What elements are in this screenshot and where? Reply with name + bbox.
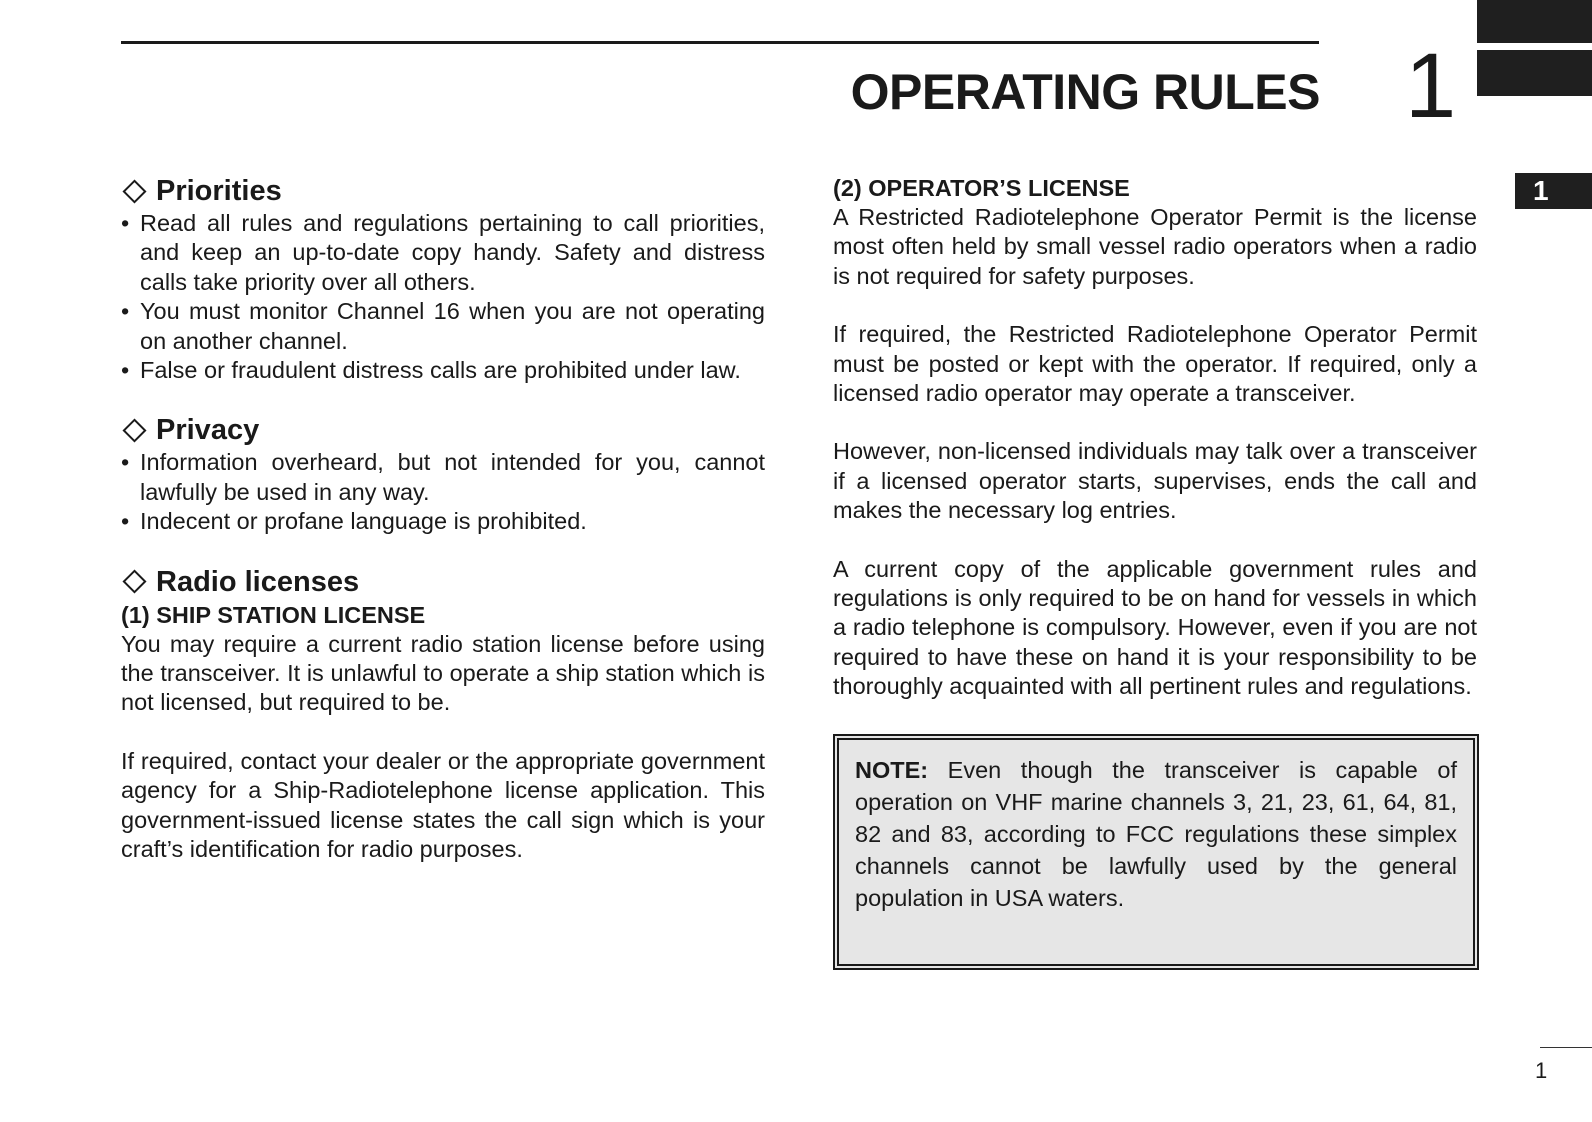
- top-rule: [121, 41, 1319, 44]
- priorities-heading-text: Priorities: [156, 175, 282, 207]
- operator-license-paragraph-4: A current copy of the applicable government rules and regulations is only required to be on hand for vessels in which a radio telephone is compulsory. However, even if you are not required to have these on hand it is your responsibility to be thoroughly acquainted with all pertinent rules and regulations.: [833, 555, 1477, 700]
- footer-rule: [1540, 1047, 1592, 1048]
- operator-license-paragraph-2: If required, the Restricted Radiotelephone Operator Permit must be posted or kept with the operator. If required, only a licensed radio operator may operate a transceiver.: [833, 321, 1477, 407]
- chapter-number: 1: [1405, 35, 1457, 137]
- chapter-tab-bar-bottom: [1477, 50, 1592, 96]
- page-number: 1: [1535, 1058, 1548, 1083]
- list-item: • False or fraudulent distress calls are prohibited under law.: [121, 356, 765, 385]
- diamond-icon: [122, 179, 146, 203]
- left-column: [121, 173, 765, 865]
- ship-license-paragraph-2: If required, contact your dealer or the appropriate government agency for a Ship-Radiotelephone license application. This government-issued license states the call sign which is your craft’s identification for radio purposes.: [121, 747, 765, 863]
- diamond-icon: [122, 418, 146, 442]
- priorities-list: [121, 209, 765, 385]
- list-item: • Read all rules and regulations pertaining to call priorities, and keep an up-to-date copy handy. Safety and distress calls take priority over all others.: [121, 209, 765, 297]
- operator-license-subheading: (2) OPERATOR’S LICENSE: [833, 175, 1130, 201]
- page-title: OPERATING RULES: [850, 64, 1320, 120]
- list-item: • Indecent or profane language is prohibited.: [121, 507, 765, 536]
- privacy-heading-text: Privacy: [156, 414, 260, 447]
- privacy-list: [121, 448, 765, 536]
- operator-license-paragraph-1: A Restricted Radiotelephone Operator Permit is the license most often held by small vessel radio operators when a radio is not required for safety purposes.: [833, 204, 1477, 289]
- ship-license-paragraph-1: You may require a current radio station license before using the transceiver. It is unlawful to operate a ship station which is not licensed, but required to be.: [121, 630, 765, 716]
- radio-licenses-heading: [121, 564, 765, 600]
- right-column: [833, 173, 1477, 702]
- ship-station-license-subheading: (1) SHIP STATION LICENSE: [121, 601, 426, 628]
- note-text: Even though the transceiver is capable of operation on VHF marine channels 3, 21, 23, 61, 64, 81, 82 and 83, according to FCC regulations these simplex channels cannot be lawfully used by the general population in USA waters.: [855, 757, 1457, 911]
- list-item: • Information overheard, but not intended for you, cannot lawfully be used in any way.: [121, 448, 765, 507]
- note-box: [833, 734, 1479, 970]
- note-label: NOTE:: [855, 757, 929, 783]
- privacy-heading: [121, 412, 765, 448]
- chapter-tab-bar-top: [1477, 0, 1592, 43]
- side-chapter-tab: 1: [1515, 173, 1592, 209]
- operator-license-paragraph-3: However, non-licensed individuals may talk over a transceiver if a licensed operator starts, supervises, ends the call and makes the necessary log entries.: [833, 438, 1477, 524]
- priorities-heading: [121, 173, 765, 209]
- diamond-icon: [122, 570, 146, 594]
- list-item: • You must monitor Channel 16 when you are not operating on another channel.: [121, 297, 765, 356]
- radio-licenses-heading-text: Radio licenses: [156, 565, 360, 598]
